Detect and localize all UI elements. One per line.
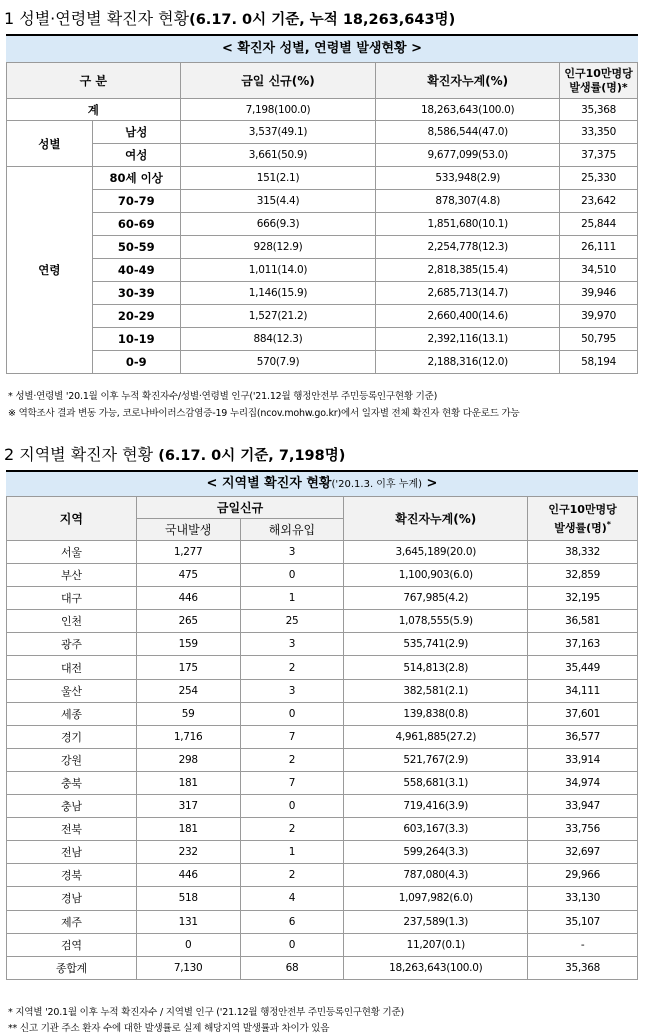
age-today: 1,011(14.0) bbox=[180, 259, 376, 282]
age-cumulative: 2,392,116(13.1) bbox=[376, 328, 560, 351]
age-cumulative: 533,948(2.9) bbox=[376, 167, 560, 190]
age-rate: 25,330 bbox=[560, 167, 638, 190]
region-domestic: 446 bbox=[136, 864, 240, 887]
region-row bbox=[7, 587, 638, 610]
region-overseas: 7 bbox=[240, 725, 344, 748]
region-domestic: 1,277 bbox=[136, 541, 240, 564]
region-name: 울산 bbox=[7, 679, 137, 702]
region-domestic: 59 bbox=[136, 702, 240, 725]
region-overseas: 1 bbox=[240, 841, 344, 864]
age-rate: 39,970 bbox=[560, 305, 638, 328]
region-cumulative: 1,097,982(6.0) bbox=[344, 887, 528, 910]
region-name: 충남 bbox=[7, 795, 137, 818]
region-row bbox=[7, 933, 638, 956]
region-rate: 33,914 bbox=[528, 748, 638, 771]
header-gubun: 구 분 bbox=[7, 63, 181, 99]
region-row bbox=[7, 633, 638, 656]
total-rate: 35,368 bbox=[560, 99, 638, 121]
header-rate-line1: 인구10만명당 bbox=[548, 502, 617, 516]
region-overseas: 2 bbox=[240, 864, 344, 887]
region-domestic: 7,130 bbox=[136, 956, 240, 979]
region-cumulative: 3,645,189(20.0) bbox=[344, 541, 528, 564]
gender-age-table bbox=[6, 62, 638, 374]
region-cumulative: 11,207(0.1) bbox=[344, 933, 528, 956]
region-overseas: 0 bbox=[240, 795, 344, 818]
region-overseas: 3 bbox=[240, 679, 344, 702]
region-name: 대전 bbox=[7, 656, 137, 679]
age-rate: 26,111 bbox=[560, 236, 638, 259]
age-cumulative: 2,685,713(14.7) bbox=[376, 282, 560, 305]
region-row bbox=[7, 610, 638, 633]
region-domestic: 159 bbox=[136, 633, 240, 656]
region-name: 서울 bbox=[7, 541, 137, 564]
region-cumulative: 1,078,555(5.9) bbox=[344, 610, 528, 633]
section1-note2: ※ 역학조사 결과 변동 가능, 코로나바이러스감염증-19 누리집(ncov.mohw.go.kr)에서 일자별 전체 확진자 현황 다운로드 가능 bbox=[8, 408, 520, 419]
region-domestic: 175 bbox=[136, 656, 240, 679]
header-rate-line1: 인구10만명당 bbox=[564, 66, 633, 80]
region-name: 경기 bbox=[7, 725, 137, 748]
region-cumulative: 603,167(3.3) bbox=[344, 818, 528, 841]
region-overseas: 3 bbox=[240, 633, 344, 656]
region-overseas: 68 bbox=[240, 956, 344, 979]
region-domestic: 254 bbox=[136, 679, 240, 702]
region-rate: 33,756 bbox=[528, 818, 638, 841]
age-today: 884(12.3) bbox=[180, 328, 376, 351]
region-row bbox=[7, 725, 638, 748]
gender-label: 여성 bbox=[92, 144, 180, 167]
region-rate: 35,449 bbox=[528, 656, 638, 679]
age-cumulative: 1,851,680(10.1) bbox=[376, 213, 560, 236]
gender-rate: 33,350 bbox=[560, 121, 638, 144]
age-rate: 39,946 bbox=[560, 282, 638, 305]
section2-title bbox=[4, 442, 345, 465]
region-row bbox=[7, 956, 638, 979]
region-domestic: 518 bbox=[136, 887, 240, 910]
region-cumulative: 558,681(3.1) bbox=[344, 771, 528, 794]
region-row bbox=[7, 887, 638, 910]
region-overseas: 0 bbox=[240, 564, 344, 587]
age-label: 40-49 bbox=[92, 259, 180, 282]
region-cumulative: 382,581(2.1) bbox=[344, 679, 528, 702]
region-row bbox=[7, 656, 638, 679]
region-overseas: 25 bbox=[240, 610, 344, 633]
region-domestic: 232 bbox=[136, 841, 240, 864]
region-cumulative: 599,264(3.3) bbox=[344, 841, 528, 864]
section2-table-title bbox=[6, 470, 638, 496]
age-rate: 34,510 bbox=[560, 259, 638, 282]
gender-today: 3,537(49.1) bbox=[180, 121, 376, 144]
age-label: 0-9 bbox=[92, 351, 180, 374]
header-overseas: 해외유입 bbox=[240, 519, 344, 541]
region-cumulative: 237,589(1.3) bbox=[344, 910, 528, 933]
age-label: 60-69 bbox=[92, 213, 180, 236]
age-today: 570(7.9) bbox=[180, 351, 376, 374]
age-rate: 58,194 bbox=[560, 351, 638, 374]
section1-table-title: < 확진자 성별, 연령별 발생현황 > bbox=[6, 34, 638, 62]
header-rate bbox=[560, 63, 638, 99]
header-today: 금일 신규(%) bbox=[180, 63, 376, 99]
region-name: 강원 bbox=[7, 748, 137, 771]
age-label: 70-79 bbox=[92, 190, 180, 213]
region-domestic: 131 bbox=[136, 910, 240, 933]
region-cumulative: 767,985(4.2) bbox=[344, 587, 528, 610]
region-cumulative: 535,741(2.9) bbox=[344, 633, 528, 656]
header-cumulative: 확진자누계(%) bbox=[344, 497, 528, 541]
region-cumulative: 139,838(0.8) bbox=[344, 702, 528, 725]
section2-table-title-end: > bbox=[422, 476, 438, 491]
region-rate: 34,111 bbox=[528, 679, 638, 702]
region-rate: 32,195 bbox=[528, 587, 638, 610]
region-rate: 37,163 bbox=[528, 633, 638, 656]
region-name: 대구 bbox=[7, 587, 137, 610]
region-domestic: 1,716 bbox=[136, 725, 240, 748]
section2-table-title-text: < 지역별 확진자 현황 bbox=[206, 476, 332, 491]
gender-cumulative: 9,677,099(53.0) bbox=[376, 144, 560, 167]
region-row bbox=[7, 679, 638, 702]
header-cumulative: 확진자누계(%) bbox=[376, 63, 560, 99]
header-rate bbox=[528, 497, 638, 541]
total-cumulative: 18,263,643(100.0) bbox=[376, 99, 560, 121]
region-rate: 33,130 bbox=[528, 887, 638, 910]
region-domestic: 446 bbox=[136, 587, 240, 610]
header-rate-line2: 발생률(명) bbox=[554, 521, 607, 535]
region-name: 경남 bbox=[7, 887, 137, 910]
region-row bbox=[7, 818, 638, 841]
section2-note2: ** 신고 기관 주소 환자 수에 대한 발생률로 실제 해당지역 발생률과 차이가 있음 bbox=[8, 1023, 330, 1034]
age-today: 928(12.9) bbox=[180, 236, 376, 259]
gender-cumulative: 8,586,544(47.0) bbox=[376, 121, 560, 144]
region-rate: 35,107 bbox=[528, 910, 638, 933]
age-cumulative: 878,307(4.8) bbox=[376, 190, 560, 213]
age-cumulative: 2,818,385(15.4) bbox=[376, 259, 560, 282]
region-cumulative: 521,767(2.9) bbox=[344, 748, 528, 771]
region-rate: 33,947 bbox=[528, 795, 638, 818]
age-rate: 25,844 bbox=[560, 213, 638, 236]
region-row bbox=[7, 795, 638, 818]
region-rate: 38,332 bbox=[528, 541, 638, 564]
region-domestic: 475 bbox=[136, 564, 240, 587]
region-cumulative: 1,100,903(6.0) bbox=[344, 564, 528, 587]
region-row bbox=[7, 771, 638, 794]
section1-note1: * 성별·연령별 '20.1월 이후 누적 확진자수/성별·연령별 인구('21.12월 행정안전부 주민등록인구현황 기준) bbox=[8, 391, 438, 402]
region-domestic: 298 bbox=[136, 748, 240, 771]
region-overseas: 4 bbox=[240, 887, 344, 910]
region-row bbox=[7, 864, 638, 887]
section2-title-bold: (6.17. 0시 기준, 7,198명) bbox=[158, 448, 346, 464]
region-rate: 34,974 bbox=[528, 771, 638, 794]
section2-table-title-small: ('20.1.3. 이후 누계) bbox=[331, 479, 423, 490]
region-rate: - bbox=[528, 933, 638, 956]
region-domestic: 317 bbox=[136, 795, 240, 818]
header-today-new: 금일신규 bbox=[136, 497, 344, 519]
region-cumulative: 4,961,885(27.2) bbox=[344, 725, 528, 748]
region-domestic: 181 bbox=[136, 771, 240, 794]
age-today: 315(4.4) bbox=[180, 190, 376, 213]
header-rate-mark: * bbox=[606, 519, 611, 529]
region-cumulative: 514,813(2.8) bbox=[344, 656, 528, 679]
age-today: 151(2.1) bbox=[180, 167, 376, 190]
region-overseas: 6 bbox=[240, 910, 344, 933]
region-cumulative: 719,416(3.9) bbox=[344, 795, 528, 818]
age-today: 1,146(15.9) bbox=[180, 282, 376, 305]
section2-note1: * 지역별 '20.1월 이후 누적 확진자수 / 지역별 인구 ('21.12월 행정안전부 주민등록인구현황 기준) bbox=[8, 1007, 405, 1018]
region-name: 경북 bbox=[7, 864, 137, 887]
region-rate: 36,581 bbox=[528, 610, 638, 633]
age-cumulative: 2,254,778(12.3) bbox=[376, 236, 560, 259]
region-row bbox=[7, 841, 638, 864]
gender-label: 남성 bbox=[92, 121, 180, 144]
region-name: 인천 bbox=[7, 610, 137, 633]
region-rate: 35,368 bbox=[528, 956, 638, 979]
region-cumulative: 18,263,643(100.0) bbox=[344, 956, 528, 979]
section1-title-bold: (6.17. 0시 기준, 누적 18,263,643명) bbox=[189, 12, 456, 28]
region-rate: 37,601 bbox=[528, 702, 638, 725]
region-overseas: 2 bbox=[240, 818, 344, 841]
header-rate-line2: 발생률(명)* bbox=[569, 80, 628, 94]
age-rate: 23,642 bbox=[560, 190, 638, 213]
age-label: 80세 이상 bbox=[92, 167, 180, 190]
total-today: 7,198(100.0) bbox=[180, 99, 376, 121]
region-rate: 29,966 bbox=[528, 864, 638, 887]
region-rate: 32,859 bbox=[528, 564, 638, 587]
region-name: 제주 bbox=[7, 910, 137, 933]
section1-title-text: 1 성별·연령별 확진자 현황 bbox=[4, 9, 190, 28]
region-domestic: 181 bbox=[136, 818, 240, 841]
age-label: 50-59 bbox=[92, 236, 180, 259]
region-overseas: 7 bbox=[240, 771, 344, 794]
region-name: 전북 bbox=[7, 818, 137, 841]
region-domestic: 265 bbox=[136, 610, 240, 633]
region-row bbox=[7, 564, 638, 587]
region-overseas: 0 bbox=[240, 702, 344, 725]
age-rate: 50,795 bbox=[560, 328, 638, 351]
region-name: 세종 bbox=[7, 702, 137, 725]
region-overseas: 0 bbox=[240, 933, 344, 956]
region-rate: 36,577 bbox=[528, 725, 638, 748]
age-cumulative: 2,660,400(14.6) bbox=[376, 305, 560, 328]
total-label: 계 bbox=[7, 99, 181, 121]
region-overseas: 2 bbox=[240, 748, 344, 771]
gender-group-label: 성별 bbox=[7, 121, 93, 167]
age-cumulative: 2,188,316(12.0) bbox=[376, 351, 560, 374]
header-domestic: 국내발생 bbox=[136, 519, 240, 541]
region-name: 광주 bbox=[7, 633, 137, 656]
region-overseas: 2 bbox=[240, 656, 344, 679]
gender-rate: 37,375 bbox=[560, 144, 638, 167]
region-rate: 32,697 bbox=[528, 841, 638, 864]
region-name: 전남 bbox=[7, 841, 137, 864]
gender-today: 3,661(50.9) bbox=[180, 144, 376, 167]
region-table bbox=[6, 496, 638, 980]
region-domestic: 0 bbox=[136, 933, 240, 956]
region-overseas: 1 bbox=[240, 587, 344, 610]
region-name: 종합계 bbox=[7, 956, 137, 979]
section2-title-text: 2 지역별 확진자 현황 bbox=[4, 445, 154, 464]
age-group-label: 연령 bbox=[7, 167, 93, 374]
header-region: 지역 bbox=[7, 497, 137, 541]
age-label: 30-39 bbox=[92, 282, 180, 305]
region-name: 충북 bbox=[7, 771, 137, 794]
region-row bbox=[7, 910, 638, 933]
age-label: 10-19 bbox=[92, 328, 180, 351]
age-label: 20-29 bbox=[92, 305, 180, 328]
region-name: 부산 bbox=[7, 564, 137, 587]
age-today: 1,527(21.2) bbox=[180, 305, 376, 328]
region-row bbox=[7, 702, 638, 725]
region-overseas: 3 bbox=[240, 541, 344, 564]
section1-title bbox=[4, 6, 455, 29]
region-row bbox=[7, 541, 638, 564]
region-name: 검역 bbox=[7, 933, 137, 956]
age-today: 666(9.3) bbox=[180, 213, 376, 236]
region-row bbox=[7, 748, 638, 771]
region-cumulative: 787,080(4.3) bbox=[344, 864, 528, 887]
